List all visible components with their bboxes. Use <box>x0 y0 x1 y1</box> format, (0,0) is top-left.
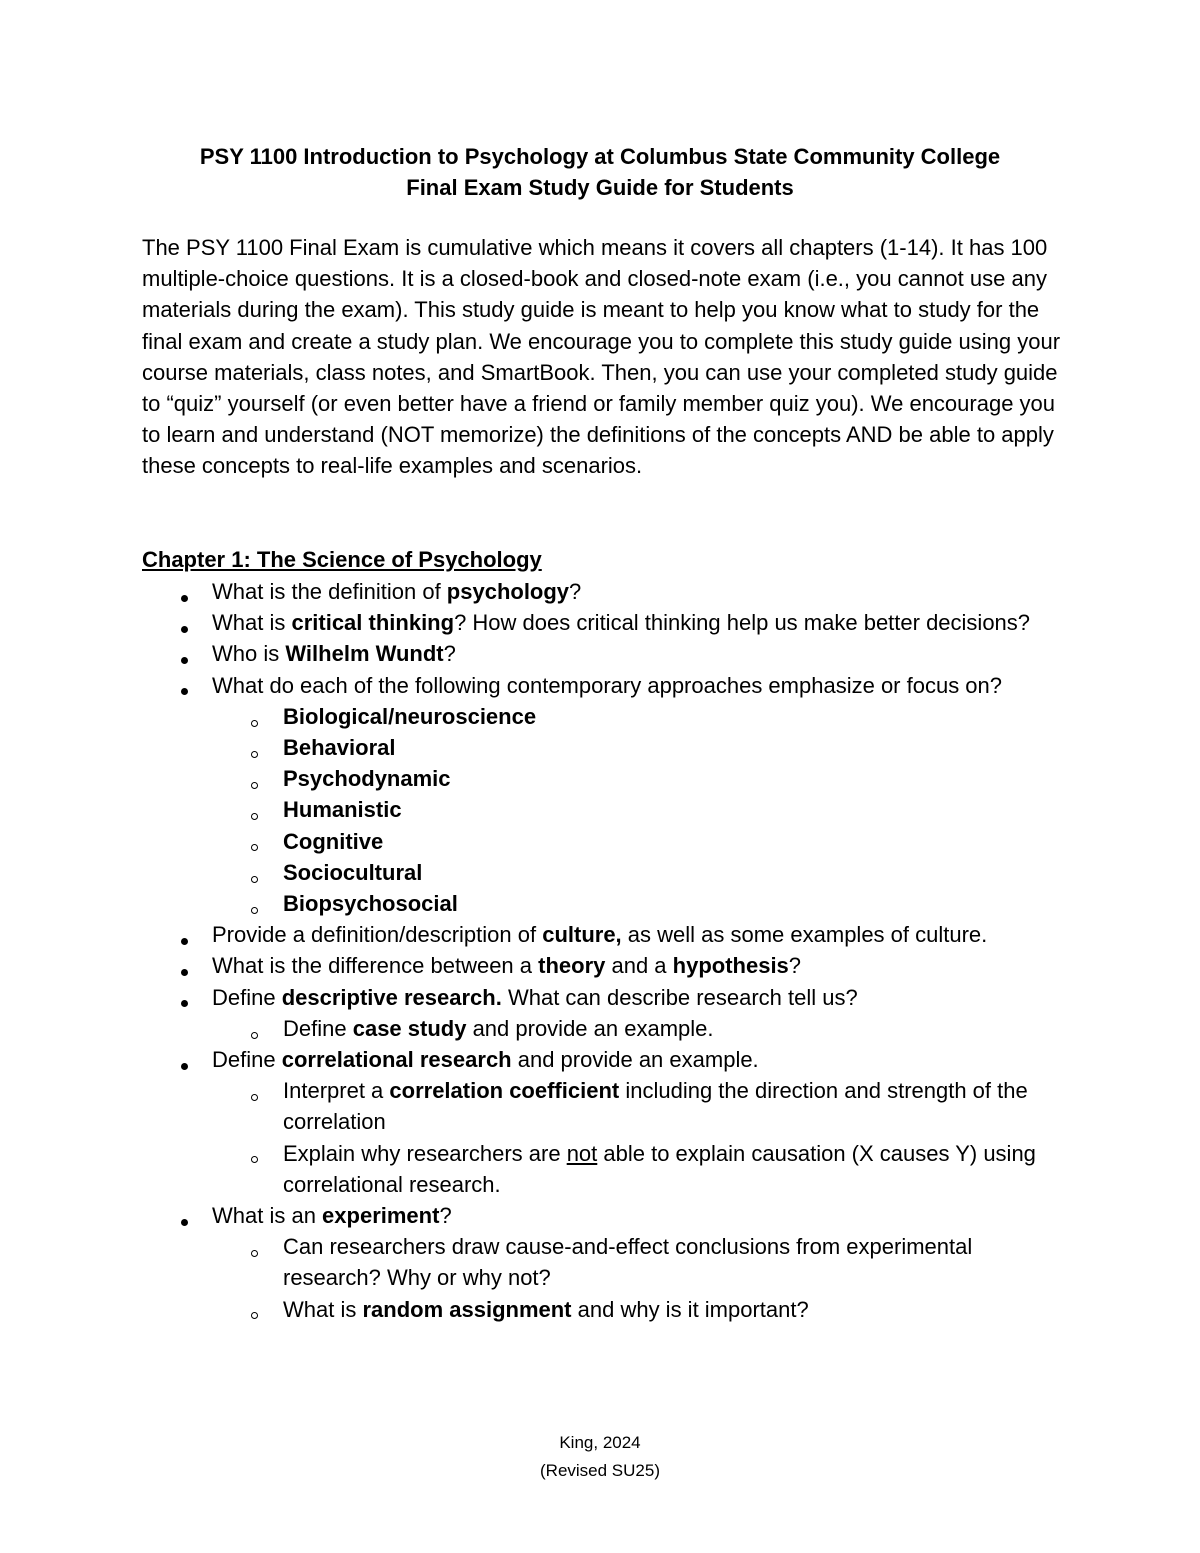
bullet-dot-icon <box>174 607 194 638</box>
intro-paragraph: The PSY 1100 Final Exam is cumulative which means it covers all chapters (1-14). It has 100 multiple-choice questions. It is a closed-book and closed-note exam (i.e., you cannot use any materials during the exam). This study guide is meant to help you know what to study for the final exam and create a study plan. We encourage you to complete this study guide using your course materials, class notes, and SmartBook. Then, you can use your completed study guide to “quiz” yourself (or even better have a friend or family member quiz you). We encourage you to learn and understand (NOT memorize) the definitions of the concepts AND be able to apply these concepts to real-life examples and scenarios. <box>142 235 1061 479</box>
list-item <box>0 638 1052 669</box>
list-item <box>0 919 1052 950</box>
item-text: Define <box>283 1015 353 1041</box>
item-text: Define <box>212 984 282 1010</box>
bullet-circle-icon <box>244 1138 264 1169</box>
list-item <box>0 1044 1052 1075</box>
bold-term: descriptive research. <box>281 984 502 1010</box>
item-text: and a <box>605 953 673 979</box>
bold-term: Humanistic <box>283 797 402 823</box>
bold-term: random assignment <box>362 1296 572 1322</box>
item-text: Provide a definition/description of <box>212 922 543 948</box>
bullet-dot-icon <box>174 982 194 1013</box>
bold-term: critical thinking <box>291 610 455 636</box>
bold-term: Psychodynamic <box>283 766 451 792</box>
item-text: Who is <box>212 641 286 667</box>
bold-term: Sociocultural <box>283 859 423 885</box>
bullet-dot-icon <box>174 1044 194 1075</box>
sub-list-item <box>0 1013 1073 1044</box>
item-text: What is <box>283 1296 363 1322</box>
item-text: What is the definition of <box>212 579 447 604</box>
sub-list-item <box>0 1138 1073 1200</box>
item-text: What do each of the following contemporary approaches emphasize or focus on? <box>212 672 1003 698</box>
sub-list-item <box>0 732 1073 763</box>
bullet-dot-icon <box>174 919 194 950</box>
bold-term: Behavioral <box>283 735 396 761</box>
bullet-dot-icon <box>174 950 194 981</box>
bullet-circle-icon <box>244 701 264 732</box>
list-item <box>0 1200 1052 1231</box>
item-text: including the direction and strength of the correlation <box>283 1078 1028 1135</box>
bullet-circle-icon <box>244 1075 264 1106</box>
item-text: What is the difference between a <box>212 953 539 979</box>
list-item <box>0 607 1052 638</box>
sub-list-item <box>0 826 1073 857</box>
bold-term: Cognitive <box>283 828 384 854</box>
bold-term: psychology <box>446 579 570 604</box>
item-text: Explain why researchers are <box>283 1140 567 1166</box>
list-item <box>0 576 1052 607</box>
item-text: able to explain causation (X causes Y) using correlational research. <box>283 1140 1036 1197</box>
bullet-circle-icon <box>244 763 264 794</box>
bold-term: correlational research <box>281 1047 512 1073</box>
bullet-circle-icon <box>244 888 264 919</box>
item-text: Can researchers draw cause-and-effect conclusions from experimental research? Why or why not? <box>283 1234 973 1291</box>
bullet-circle-icon <box>244 1013 264 1044</box>
study-question-list <box>0 576 1200 1325</box>
item-text: ? <box>439 1203 452 1229</box>
bullet-circle-icon <box>244 857 264 888</box>
item-text: and why is it important? <box>571 1296 809 1322</box>
chapter-heading: Chapter 1: The Science of Psychology <box>142 547 542 572</box>
bullet-circle-icon <box>244 794 264 825</box>
underlined-text: not <box>566 1140 598 1166</box>
bullet-circle-icon <box>244 1294 264 1325</box>
item-text: and provide an example. <box>466 1015 714 1041</box>
bold-term: theory <box>538 953 606 979</box>
item-text: ? How does critical thinking help us make better decisions? <box>454 610 1031 636</box>
item-text: ? <box>443 641 456 667</box>
bold-term: Biological/neuroscience <box>283 703 537 729</box>
bullet-dot-icon <box>174 638 194 669</box>
item-text: Define <box>212 1047 282 1073</box>
bold-term: experiment <box>322 1203 440 1229</box>
bold-term: Wilhelm Wundt <box>285 641 444 667</box>
bullet-circle-icon <box>244 732 264 763</box>
item-text: and provide an example. <box>511 1047 759 1073</box>
footer-author: King, 2024 <box>559 1433 641 1452</box>
sub-list-item <box>0 1294 1073 1325</box>
sub-list-item <box>0 857 1073 888</box>
item-text: as well as some examples of culture. <box>621 922 988 948</box>
bold-term: hypothesis <box>672 953 789 979</box>
item-text: What can describe research tell us? <box>501 984 858 1010</box>
bold-term: culture, <box>542 922 622 948</box>
item-text: What is <box>212 610 292 636</box>
item-text: Interpret a <box>283 1078 390 1104</box>
sub-list-item <box>0 701 1073 732</box>
list-item <box>0 982 1052 1013</box>
bullet-circle-icon <box>244 1231 264 1262</box>
list-item <box>0 670 1052 701</box>
bullet-circle-icon <box>244 826 264 857</box>
item-text: What is an <box>212 1203 323 1229</box>
bold-term: correlation coefficient <box>389 1078 620 1104</box>
bullet-dot-icon <box>174 1200 194 1231</box>
bullet-dot-icon <box>174 576 194 607</box>
document-title: PSY 1100 Introduction to Psychology at Columbus State Community College <box>199 144 1001 169</box>
sub-list-item <box>0 888 1073 919</box>
item-text: ? <box>569 579 582 604</box>
list-item <box>0 950 1052 981</box>
bold-term: Biopsychosocial <box>283 891 458 917</box>
item-text: ? <box>788 953 802 979</box>
sub-list-item <box>0 763 1073 794</box>
footer-revision: (Revised SU25) <box>540 1461 660 1480</box>
sub-list-item <box>0 1075 1073 1137</box>
sub-list-item <box>0 1231 1073 1293</box>
bold-term: case study <box>352 1015 467 1041</box>
bullet-dot-icon <box>174 670 194 701</box>
document-subtitle: Final Exam Study Guide for Students <box>406 175 794 200</box>
sub-list-item <box>0 794 1073 825</box>
